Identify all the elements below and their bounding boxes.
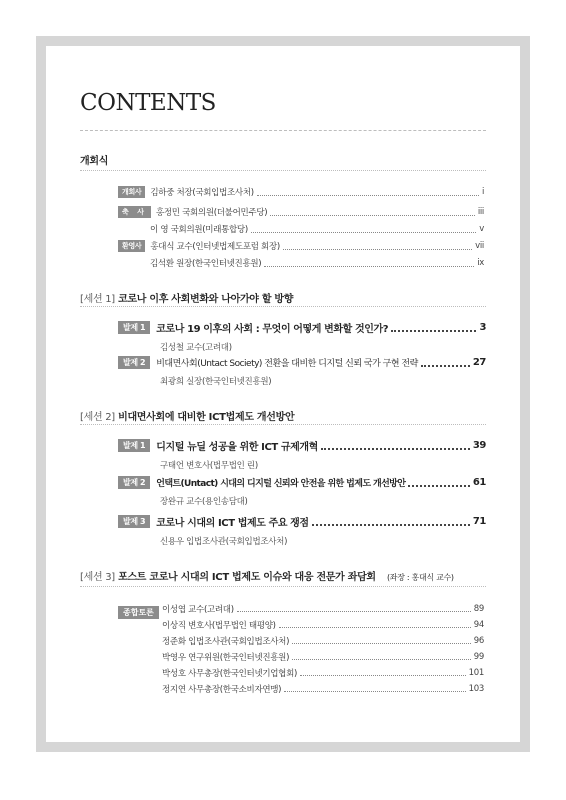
session-2-talk-2[interactable] — [118, 476, 486, 507]
session-2-talk-1[interactable] — [118, 438, 486, 471]
panel-list — [162, 601, 484, 696]
opening-group-greeting — [118, 240, 484, 269]
page-number: 27 — [472, 357, 486, 368]
dot-leader — [257, 189, 479, 196]
panel-tag: 종합토론 — [118, 606, 159, 619]
dot-leader — [237, 605, 471, 612]
opening-entry[interactable]: 홍정민 국회의원(더불어민주당) — [155, 208, 268, 218]
session-2-heading: [세션 2] 비대면사회에 대비한 ICT법제도 개선방안 — [80, 412, 295, 423]
opening-tag: 축 사 — [118, 206, 151, 218]
session-3-divider — [80, 586, 486, 587]
panel-member: 박영우 연구위원(한국인터넷진흥원) — [162, 652, 290, 663]
talk-title: 비대면사회(Untact Society) 전환을 대비한 디지털 신뢰 국가 구현 전략 — [156, 359, 418, 369]
session-number: 세션 2 — [83, 412, 112, 423]
page-number: 101 — [468, 667, 484, 678]
page-number: v — [479, 224, 484, 234]
session-1-talk-1[interactable] — [118, 320, 486, 353]
session-title: 비대면사회에 대비한 ICT법제도 개선방안 — [118, 412, 295, 423]
page-number: vii — [475, 241, 484, 251]
opening-entry[interactable]: 김석환 원장(한국인터넷진흥원) — [150, 259, 262, 269]
panel-entry[interactable] — [162, 601, 484, 616]
panel-entry[interactable] — [162, 617, 484, 632]
dot-leader — [391, 323, 476, 332]
talk-speaker: 신용우 입법조사관(국회입법조사처) — [160, 537, 288, 547]
page-number: i — [481, 187, 484, 197]
opening-tag: 환영사 — [118, 240, 145, 252]
dot-leader — [270, 209, 475, 216]
page-number: 94 — [473, 619, 484, 630]
session-3-heading: [세션 3] 포스트 코로나 시대의 ICT 법제도 이슈와 대응 전문가 좌담회 (좌장 : 홍대식 교수) — [80, 572, 454, 583]
talk-title: 코로나 19 이후의 사회 : 무엇이 어떻게 변화할 것인가? — [156, 324, 389, 335]
panel-entry[interactable] — [162, 681, 484, 696]
dot-leader — [279, 621, 471, 628]
session-moderator: (좌장 : 홍대식 교수) — [386, 573, 454, 582]
opening-tag: 개회사 — [118, 186, 145, 198]
session-number: 세션 3 — [83, 572, 112, 583]
session-1-heading: [세션 1] 코로나 이후 사회변화와 나아가야 할 방향 — [80, 294, 294, 305]
page-number: ix — [477, 258, 484, 268]
talk-title: 디지털 뉴딜 성공을 위한 ICT 규제개혁 — [156, 442, 318, 453]
talk-speaker: 구태언 변호사(법무법인 린) — [160, 461, 258, 471]
session-title: 포스트 코로나 시대의 ICT 법제도 이슈와 대응 전문가 좌담회 — [118, 572, 376, 583]
talk-tag: 발제 2 — [118, 476, 150, 489]
page-number: 96 — [473, 635, 484, 646]
opening-group-welcome — [118, 186, 484, 198]
talk-tag: 발제 2 — [118, 356, 150, 369]
dot-leader — [264, 260, 474, 267]
talk-tag: 발제 1 — [118, 321, 150, 334]
talk-title: 코로나 시대의 ICT 법제도 주요 쟁점 — [156, 518, 309, 529]
dot-leader — [283, 243, 472, 250]
dot-leader — [408, 478, 470, 487]
panel-member: 정준화 입법조사관(국회입법조사처) — [162, 636, 290, 647]
title-divider — [80, 130, 486, 131]
panel-tag-wrap — [118, 600, 159, 619]
dot-leader — [251, 226, 476, 233]
dot-leader — [284, 685, 465, 692]
talk-tag: 발제 3 — [118, 515, 150, 528]
page-number: 99 — [473, 651, 484, 662]
talk-speaker: 김성철 교수(고려대) — [160, 343, 232, 353]
talk-title: 언택트(Untact) 시대의 디지털 신뢰와 안전을 위한 법제도 개선방안 — [156, 479, 406, 489]
talk-speaker: 장완규 교수(용인송담대) — [160, 497, 248, 507]
opening-entry[interactable]: 홍대식 교수(인터넷법제도포럼 회장) — [150, 242, 280, 252]
page-number: 61 — [472, 477, 486, 488]
session-1-divider — [80, 306, 486, 307]
panel-entry[interactable] — [162, 649, 484, 664]
dot-leader — [292, 637, 471, 644]
panel-member: 정지연 사무총장(한국소비자연맹) — [162, 684, 282, 695]
dot-leader — [300, 669, 466, 676]
dot-leader — [421, 358, 470, 367]
page-number: 103 — [468, 683, 484, 694]
page-number: 39 — [472, 440, 486, 451]
talk-speaker: 최광희 실장(한국인터넷진흥원) — [160, 377, 272, 387]
panel-entry[interactable] — [162, 633, 484, 648]
contents-title: CONTENTS — [80, 90, 216, 116]
session-2-divider — [80, 424, 486, 425]
dot-leader — [321, 441, 470, 450]
session-title: 코로나 이후 사회변화와 나아가야 할 방향 — [118, 294, 294, 305]
session-number: 세션 1 — [83, 294, 112, 305]
page-number: iii — [477, 207, 484, 217]
opening-entry[interactable]: 김하중 처장(국회입법조사처) — [150, 188, 254, 198]
opening-entry[interactable]: 이 영 국회의원(미래통합당) — [150, 225, 248, 235]
dot-leader — [292, 653, 471, 660]
talk-tag: 발제 1 — [118, 439, 150, 452]
opening-divider — [80, 170, 486, 171]
opening-heading: 개회식 — [80, 156, 109, 167]
panel-member: 이성엽 교수(고려대) — [162, 604, 234, 615]
page-number: 71 — [472, 516, 486, 527]
panel-member: 박성호 사무총장(한국인터넷기업협회) — [162, 668, 298, 679]
page-number: 3 — [479, 322, 486, 333]
session-2-talk-3[interactable] — [118, 514, 486, 547]
panel-entry[interactable] — [162, 665, 484, 680]
panel-member: 이상직 변호사(법무법인 태평양) — [162, 620, 276, 631]
dot-leader — [312, 517, 470, 526]
session-1-talk-2[interactable] — [118, 356, 486, 387]
page-number: 89 — [473, 603, 484, 614]
opening-group-congrats — [118, 206, 484, 235]
